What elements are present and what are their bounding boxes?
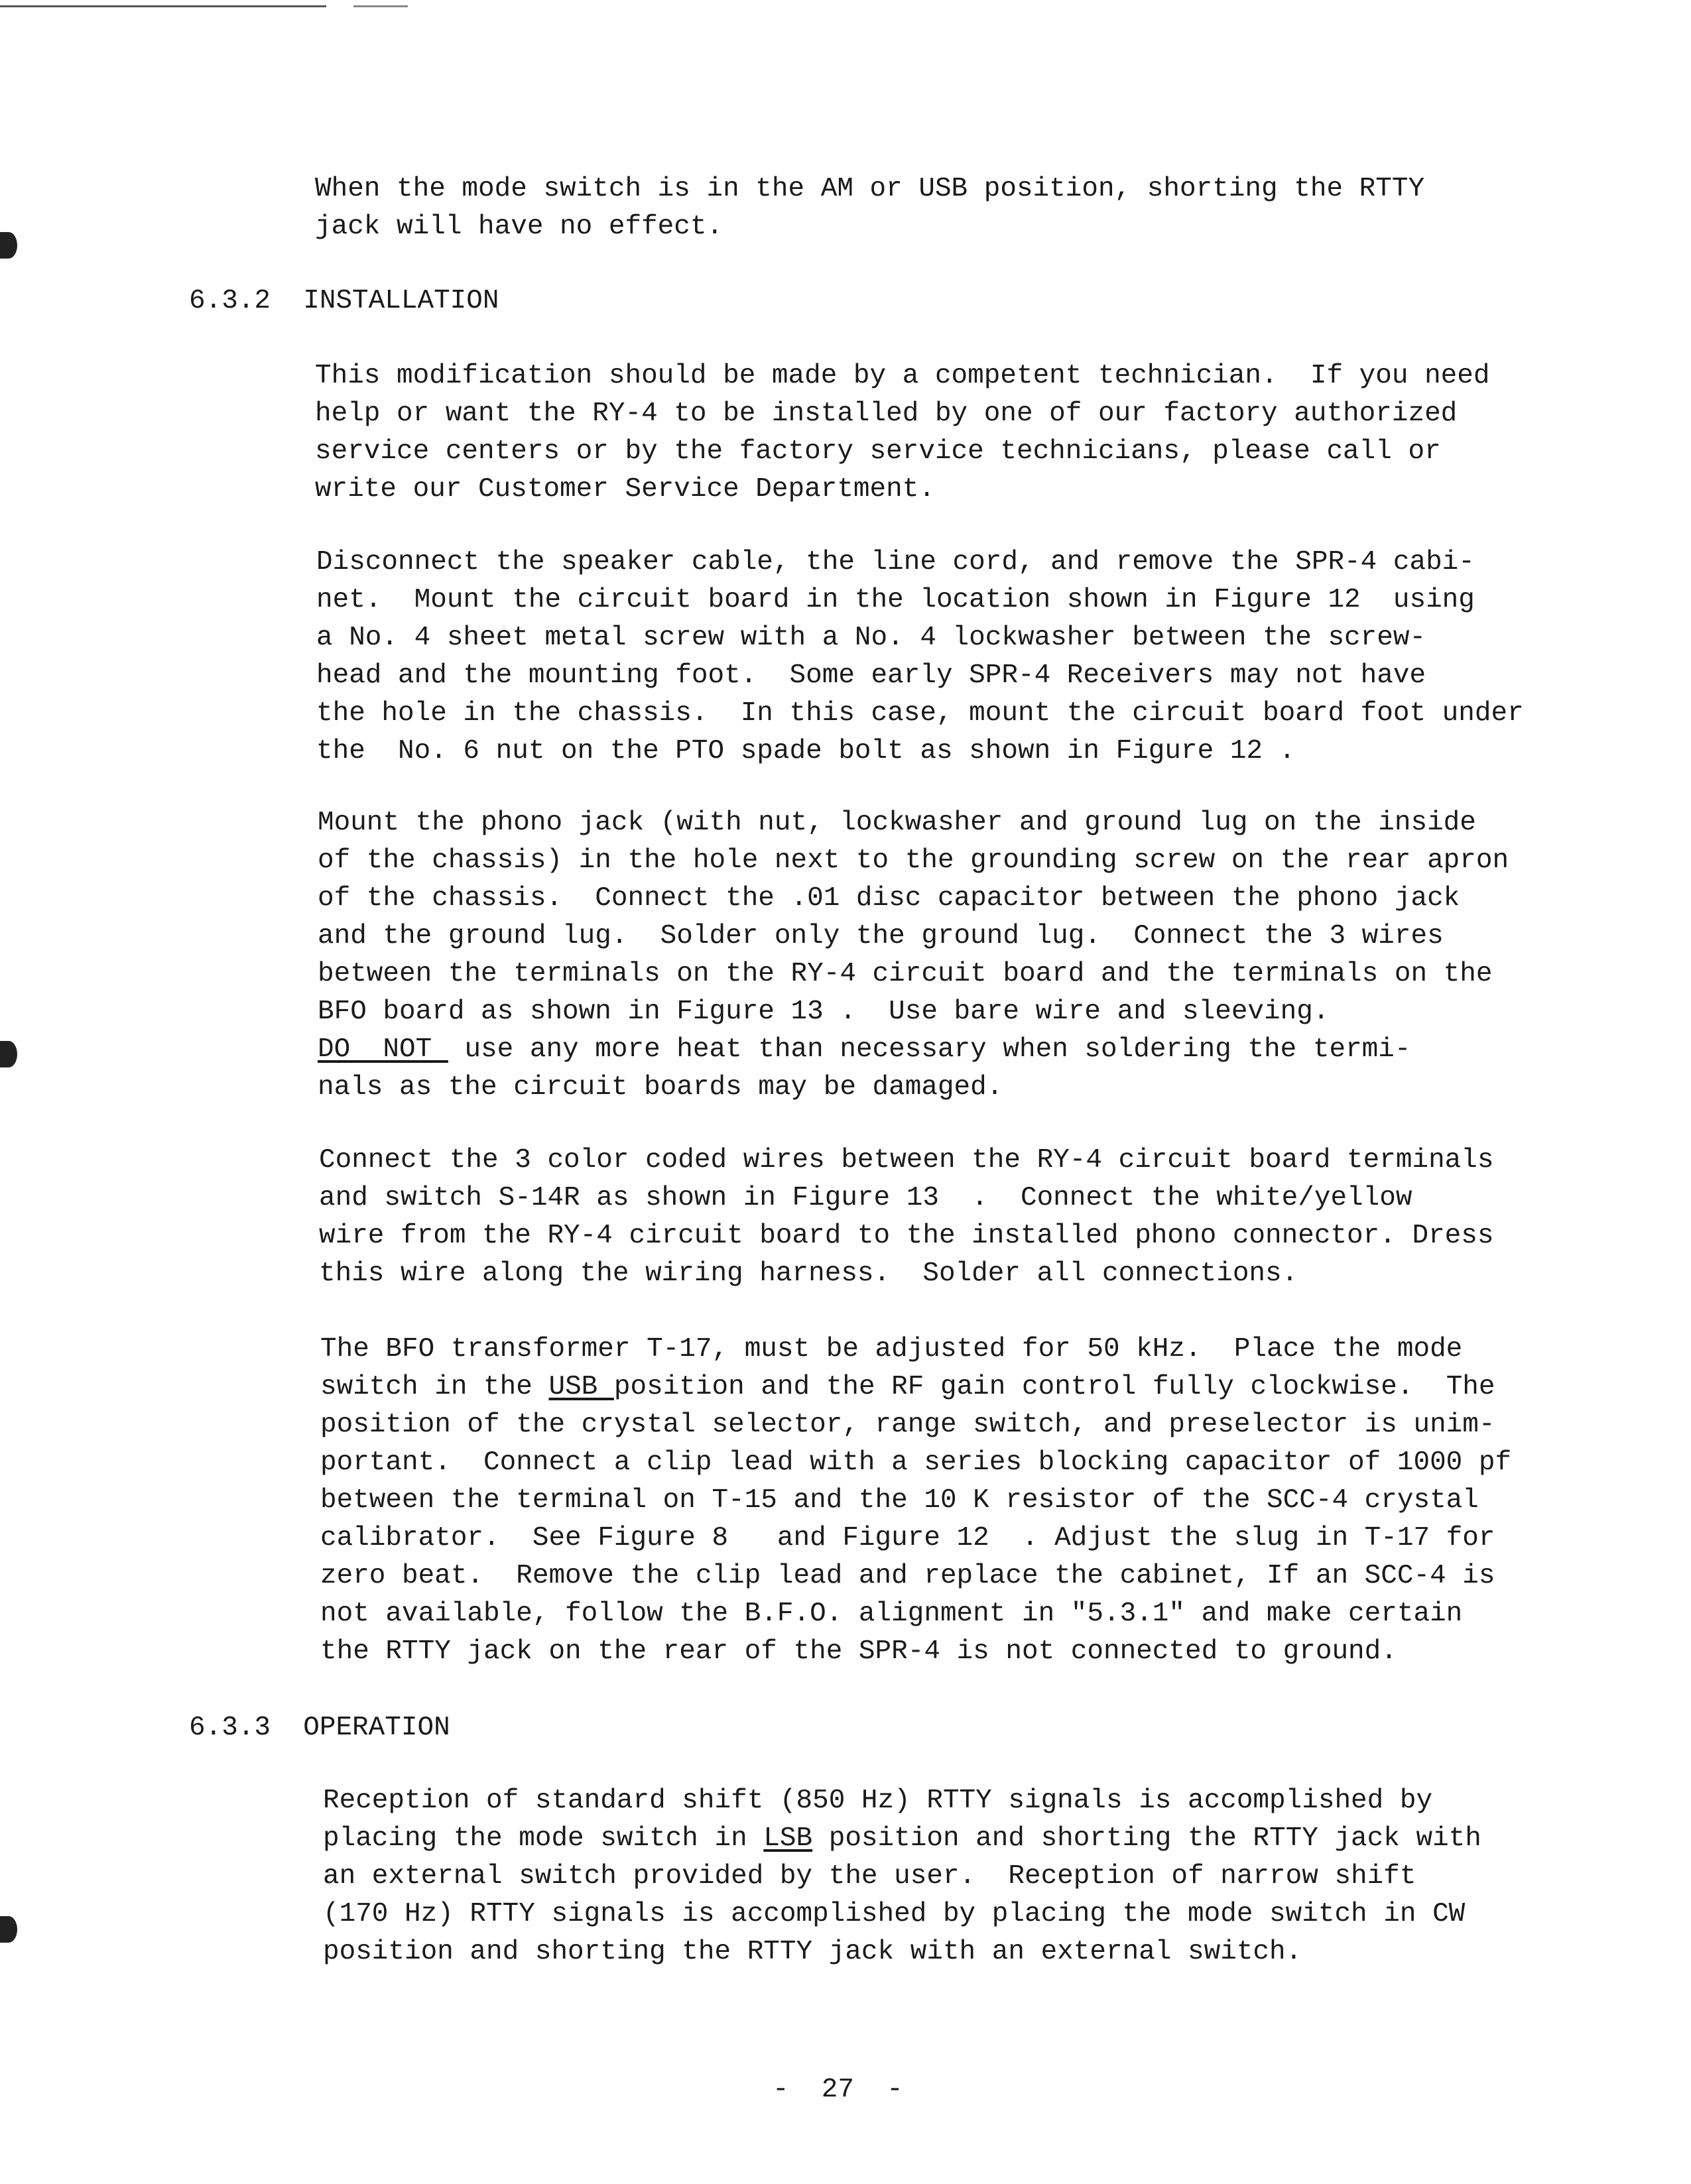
paragraph-install-3 — [318, 804, 1509, 1107]
text-line: and switch S-14R as shown in Figure 13 . Connect the white/yellow — [319, 1183, 1412, 1213]
text-line: a No. 4 sheet metal screw with a No. 4 lockwasher between the screw- — [316, 623, 1426, 653]
text-line: Connect the 3 color coded wires between the RY-4 circuit board terminals — [319, 1145, 1494, 1176]
text-line: service centers or by the factory service technicians, please call or — [315, 436, 1441, 467]
text-segment: placing the mode switch in — [323, 1823, 764, 1854]
text-line: When the mode switch is in the AM or USB position, shorting the RTTY — [315, 174, 1425, 204]
paragraph-install-2 — [316, 544, 1524, 770]
text-line: Mount the phono jack (with nut, lockwasher and ground lug on the inside — [318, 808, 1476, 838]
text-line: Reception of standard shift (850 Hz) RTTY signals is accomplished by — [323, 1786, 1433, 1816]
text-line: this wire along the wiring harness. Solder all connections. — [319, 1258, 1298, 1289]
text-line: of the chassis. Connect the .01 disc capacitor between the phono jack — [318, 883, 1460, 914]
text-line: The BFO transformer T-17, must be adjusted for 50 kHz. Place the mode — [320, 1334, 1463, 1365]
text-line: nals as the circuit boards may be damaged. — [318, 1072, 1003, 1103]
text-line: net. Mount the circuit board in the location shown in Figure 12 using — [316, 585, 1475, 615]
underlined-text: LSB — [763, 1823, 813, 1854]
text-segment: use any more heat than necessary when soldering the termi- — [448, 1034, 1411, 1065]
text-line: jack will have no effect. — [315, 212, 723, 242]
text-segment: switch in the — [320, 1372, 549, 1402]
page-number: - 27 - — [773, 2075, 903, 2105]
binder-hole-mark — [0, 1041, 17, 1067]
text-line: the RTTY jack on the rear of the SPR-4 is not connected to ground. — [320, 1636, 1397, 1667]
text-line: of the chassis) in the hole next to the grounding screw on the rear apron — [318, 845, 1509, 876]
text-line: (170 Hz) RTTY signals is accomplished by placing the mode switch in CW — [323, 1899, 1466, 1929]
section-title: INSTALLATION — [303, 286, 499, 316]
text-line: between the terminals on the RY-4 circuit board and the terminals on the — [318, 959, 1493, 989]
text-segment: position and the RF gain control fully clockwise. The — [613, 1372, 1495, 1402]
scan-edge-line — [0, 5, 544, 7]
text-segment: position and shorting the RTTY jack with — [812, 1823, 1481, 1854]
section-number: 6.3.2 — [189, 286, 271, 316]
text-line: zero beat. Remove the clip lead and replace the cabinet, If an SCC-4 is — [320, 1561, 1495, 1591]
text-line: the hole in the chassis. In this case, mount the circuit board foot under — [316, 698, 1524, 729]
text-line — [323, 1820, 1481, 1858]
paragraph-install-1 — [315, 357, 1490, 509]
text-line: an external switch provided by the user. Reception of narrow shift — [323, 1861, 1416, 1892]
text-line: head and the mounting foot. Some early SPR-4 Receivers may not have — [316, 660, 1426, 691]
text-line: and the ground lug. Solder only the ground lug. Connect the 3 wires — [318, 921, 1444, 951]
section-title: OPERATION — [303, 1713, 450, 1743]
text-line: Disconnect the speaker cable, the line cord, and remove the SPR-4 cabi- — [316, 547, 1475, 577]
text-line: write our Customer Service Department. — [315, 474, 935, 505]
section-number: 6.3.3 — [189, 1713, 271, 1743]
text-line — [320, 1368, 1511, 1406]
text-line: position and shorting the RTTY jack with an external switch. — [323, 1937, 1302, 1967]
text-line: BFO board as shown in Figure 13 . Use bare wire and sleeving. — [318, 997, 1330, 1027]
text-line: the No. 6 nut on the PTO spade bolt as shown in Figure 12 . — [316, 736, 1296, 766]
text-line: position of the crystal selector, range switch, and preselector is unim- — [320, 1410, 1495, 1440]
paragraph-install-5 — [320, 1331, 1511, 1671]
text-line: wire from the RY-4 circuit board to the installed phono connector. Dress — [319, 1221, 1494, 1251]
binder-hole-mark — [0, 232, 17, 259]
underlined-text: USB — [548, 1372, 614, 1402]
text-line: This modification should be made by a competent technician. If you need — [315, 361, 1490, 391]
section-heading-installation — [189, 282, 499, 320]
text-line: not available, follow the B.F.O. alignment in "5.3.1" and make certain — [320, 1599, 1463, 1629]
text-line — [318, 1031, 1509, 1069]
section-heading-operation — [189, 1709, 450, 1747]
text-line: help or want the RY-4 to be installed by one of our factory authorized — [315, 398, 1458, 429]
text-line: portant. Connect a clip lead with a series blocking capacitor of 1000 pf — [320, 1447, 1512, 1478]
paragraph-install-4 — [319, 1142, 1494, 1293]
underlined-text: DO NOT — [318, 1034, 448, 1065]
text-line: calibrator. See Figure 8 and Figure 12 . Adjust the slug in T-17 for — [320, 1523, 1495, 1553]
paragraph-intro — [315, 170, 1424, 246]
binder-hole-mark — [0, 1916, 17, 1943]
text-line: between the terminal on T-15 and the 10 K resistor of the SCC-4 crystal — [320, 1485, 1479, 1516]
paragraph-operation — [323, 1782, 1481, 1971]
